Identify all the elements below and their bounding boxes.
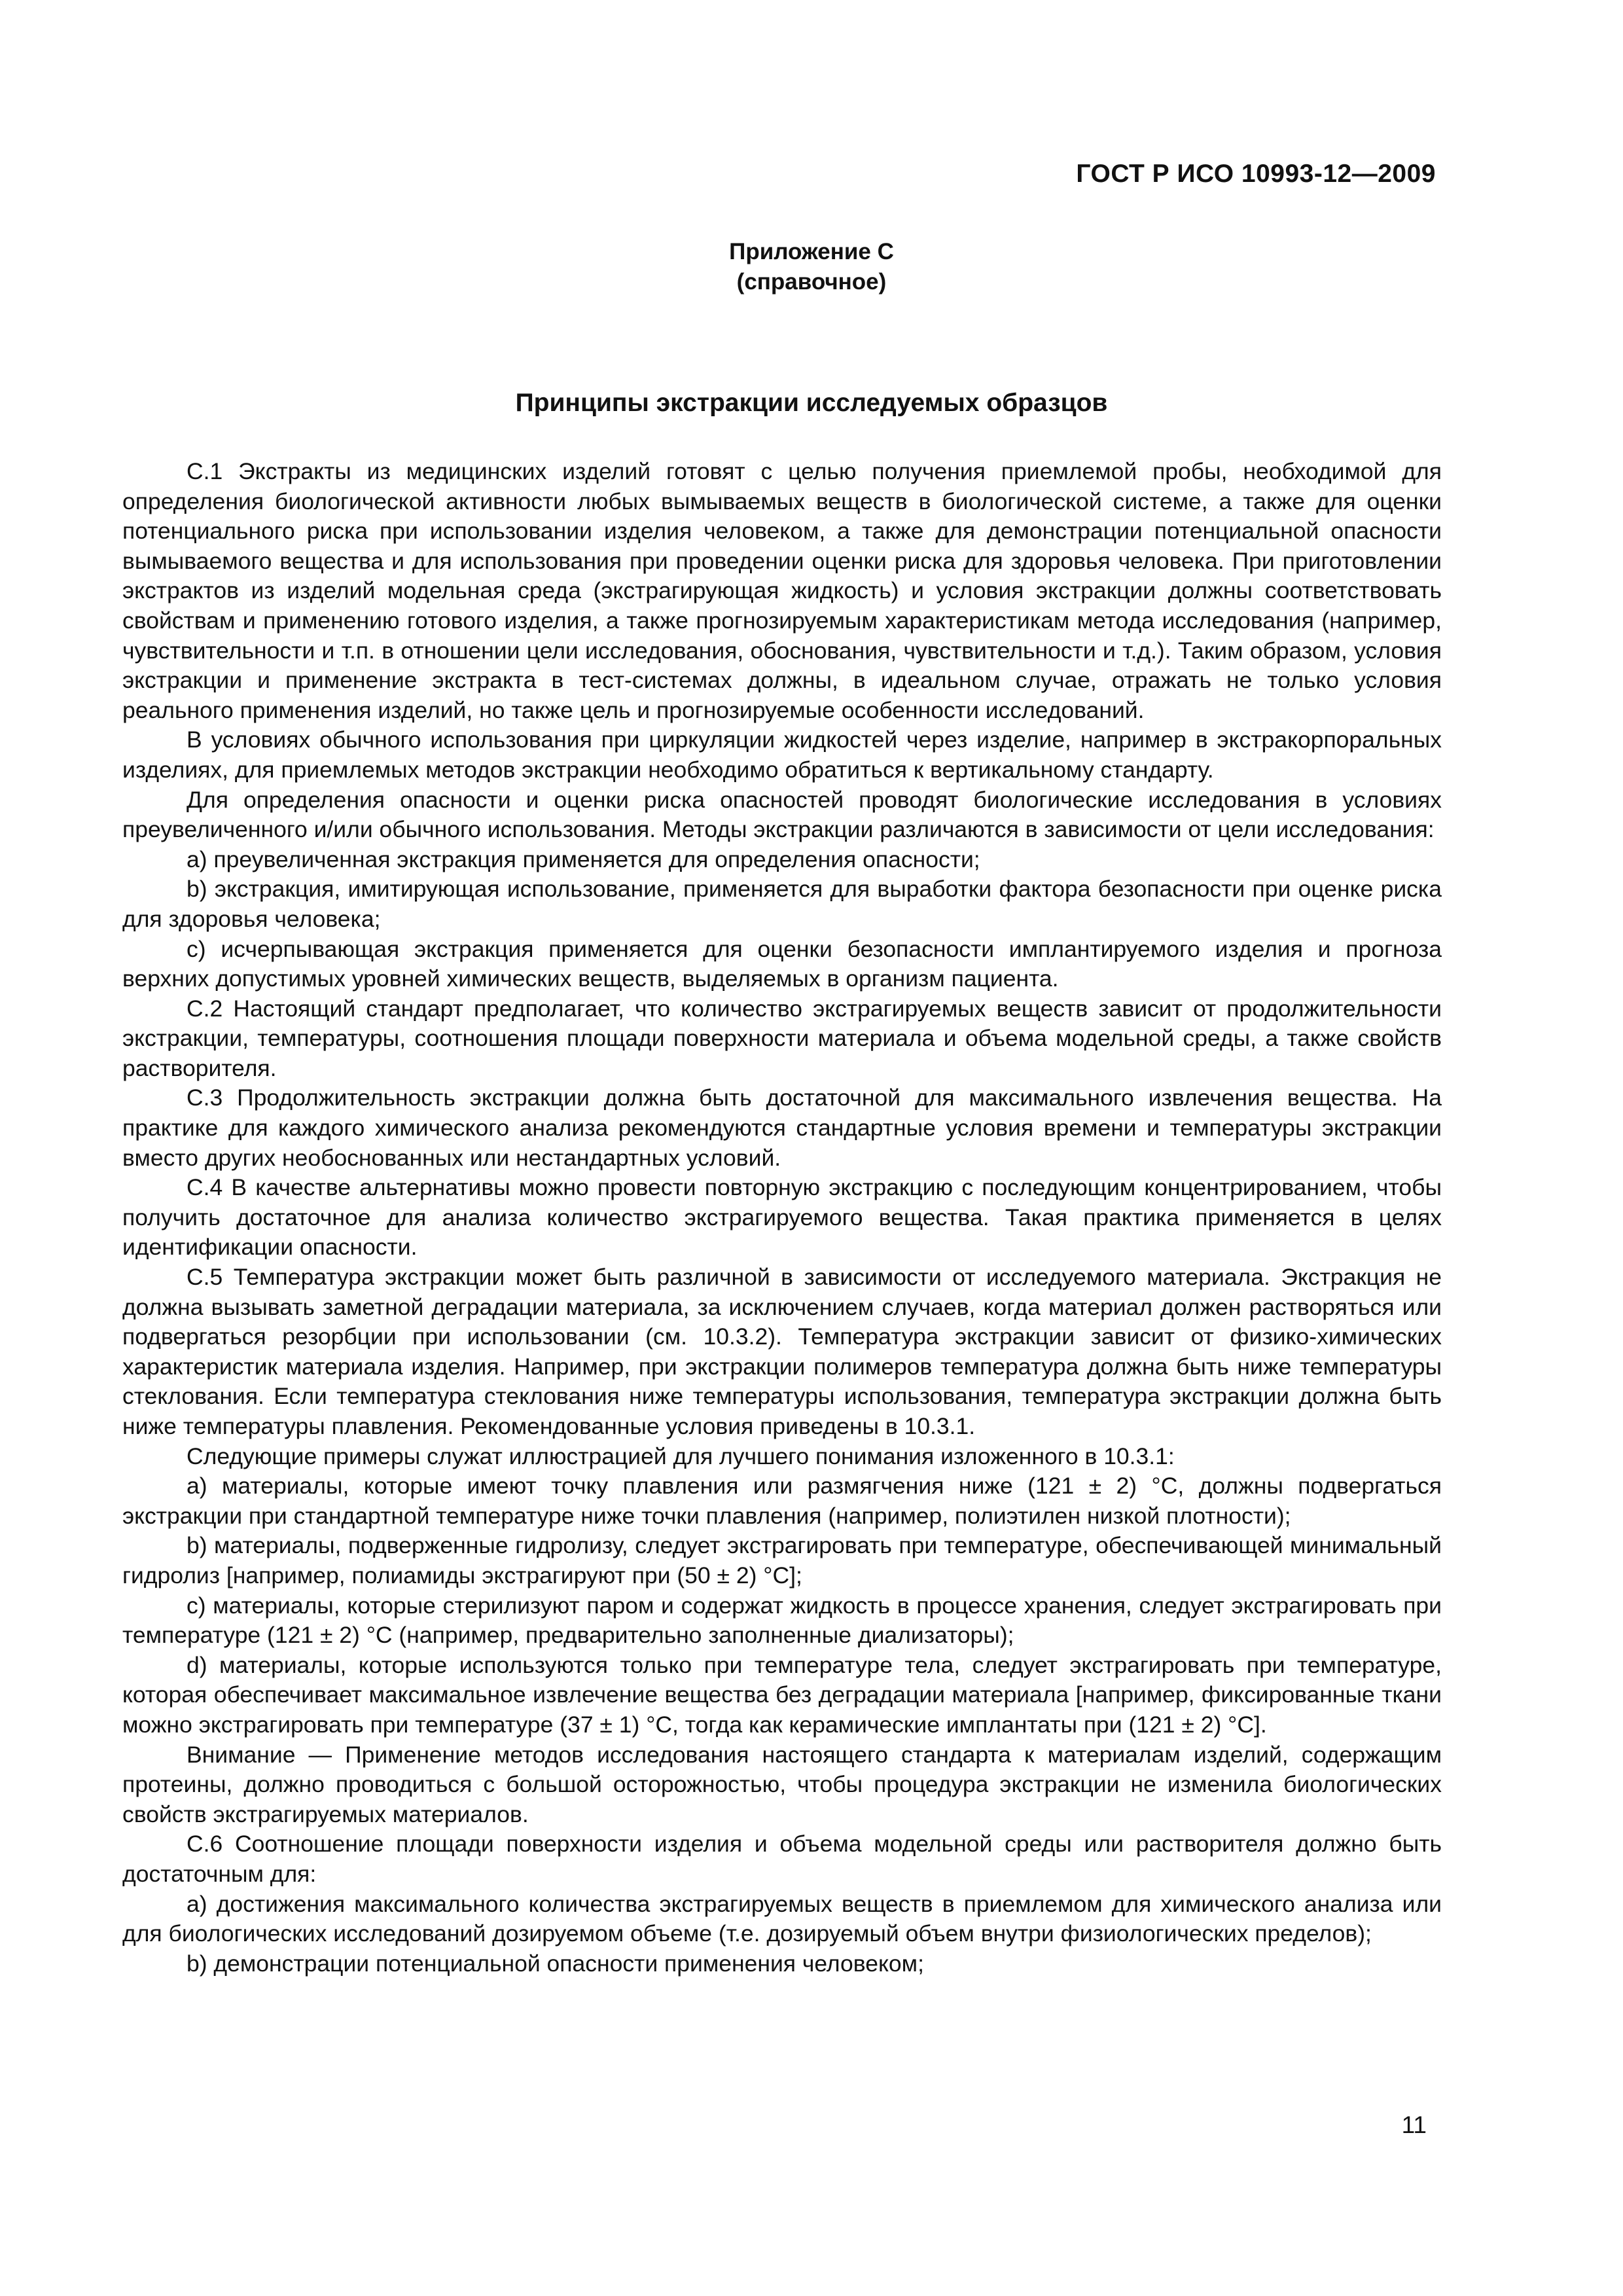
paragraph-c3: С.3 Продолжительность экстракции должна быть достаточной для максимального извлечения вещества. На практике для каждого химического анализа рекомендуются стандартные условия времени и температуры экстракции вместо других необоснованных или нестандартных условий. bbox=[122, 1085, 1442, 1171]
list-item: b) экстракция, имитирующая использование, применяется для выработки фактора безопасности при оценке риска для здоровья человека; bbox=[122, 876, 1442, 932]
warning-paragraph: Внимание — Применение методов исследования настоящего стандарта к материалам изделий, содержащим протеины, должно проводиться с большой осторожностью, чтобы процедура экстракции не изменила биологических свойств экстрагируемых материалов. bbox=[122, 1741, 1442, 1827]
list-item: b) материалы, подверженные гидролизу, следует экстрагировать при температуре, обеспечивающей минимальный гидролиз [например, полиамиды экстрагируют при (50 ± 2) °С]; bbox=[122, 1532, 1442, 1588]
list-item: c) исчерпывающая экстракция применяется для оценки безопасности имплантируемого изделия и прогноза верхних допустимых уровней химических веществ, выделяемых в организм пациента. bbox=[122, 935, 1442, 992]
document-code: ГОСТ Р ИСО 10993-12—2009 bbox=[1076, 160, 1436, 188]
annex-heading bbox=[0, 237, 1623, 297]
list-item: b) демонстрации потенциальной опасности применения человеком; bbox=[187, 1950, 924, 1977]
paragraph: В условиях обычного использования при циркуляции жидкостей через изделие, например в экстракорпоральных изделиях, для приемлемых методов экстракции необходимо обратиться к вертикальному стандарту. bbox=[122, 726, 1442, 783]
paragraph-c2: С.2 Настоящий стандарт предполагает, что количество экстрагируемых веществ зависит от продолжительности экстракции, температуры, соотношения площади поверхности материала и объема модельной среды, а также свойств растворителя. bbox=[122, 995, 1442, 1081]
page-number: 11 bbox=[1401, 2111, 1427, 2138]
body-text bbox=[122, 457, 1442, 1979]
annex-label: Приложение С bbox=[729, 239, 894, 264]
list-item: a) достижения максимального количества экстрагируемых веществ в приемлемом для химического анализа или для биологических исследований дозируемом объеме (т.е. дозируемый объем внутри физиологических пределов); bbox=[122, 1890, 1442, 1947]
list-item: d) материалы, которые используются только при температуре тела, следует экстрагировать при температуре, которая обеспечивает максимальное извлечение вещества без деградации материала [например, фиксированные ткани можно экстрагировать при температуре (37 ± 1) °С, тогда как керамические имплантаты при (121 ± 2) °С]. bbox=[122, 1651, 1442, 1738]
section-title: Принципы экстракции исследуемых образцов bbox=[515, 389, 1108, 417]
paragraph-c4: С.4 В качестве альтернативы можно провести повторную экстракцию с последующим концентрированием, чтобы получить достаточное для анализа количество экстрагируемого вещества. Такая практика применяется в целях идентификации опасности. bbox=[122, 1174, 1442, 1261]
paragraph: Следующие примеры служат иллюстрацией для лучшего понимания изложенного в 10.3.1: bbox=[187, 1443, 1175, 1469]
paragraph-c6: С.6 Соотношение площади поверхности изделия и объема модельной среды или растворителя должно быть достаточным для: bbox=[122, 1831, 1442, 1887]
paragraph-c5: С.5 Температура экстракции может быть различной в зависимости от исследуемого материала. Экстракция не должна вызывать заметной деградации материала, за исключением случаев, когда материал должен растворяться или подвергаться резорбции при использовании (см. 10.3.2). Температура экстракции зависит от физико-химических характеристик материала изделия. Например, при экстракции полимеров температура должна быть ниже температуры стеклования. Если температура стеклования ниже температуры использования, температура экстракции должна быть ниже температуры плавления. Рекомендованные условия приведены в 10.3.1. bbox=[122, 1264, 1442, 1439]
list-item: c) материалы, которые стерилизуют паром и содержат жидкость в процессе хранения, следует экстрагировать при температуре (121 ± 2) °С (например, предварительно заполненные диализаторы); bbox=[122, 1592, 1442, 1649]
list-item: a) преувеличенная экстракция применяется для определения опасности; bbox=[187, 846, 980, 872]
annex-type: (справочное) bbox=[736, 269, 887, 295]
paragraph: Для определения опасности и оценки риска опасностей проводят биологические исследования в условиях преувеличенного и/или обычного использования. Методы экстракции различаются в зависимости от цели исследования: bbox=[122, 786, 1442, 843]
list-item: a) материалы, которые имеют точку плавления или размягчения ниже (121 ± 2) °С, должны подвергаться экстракции при стандартной температуре ниже точки плавления (например, полиэтилен низкой плотности); bbox=[122, 1473, 1442, 1529]
paragraph-c1: С.1 Экстракты из медицинских изделий готовят с целью получения приемлемой пробы, необходимой для определения биологической активности любых вымываемых веществ в биологической системе, а также для оценки потенциального риска при использовании изделия человеком, а также для демонстрации потенциальной опасности вымываемого вещества и для использования при проведении оценки риска для здоровья человека. При приготовлении экстрактов из изделий модельная среда (экстрагирующая жидкость) и условия экстракции должны соответствовать свойствам и применению готового изделия, а также прогнозируемым характеристикам метода исследования (например, чувствительности и т.п. в отношении цели исследования, обоснования, чувствительности и т.д.). Таким образом, условия экстракции и применение экстракта в тест-системах должны, в идеальном случае, отражать не только условия реального применения изделий, но также цель и прогнозируемые особенности исследований. bbox=[122, 458, 1442, 723]
